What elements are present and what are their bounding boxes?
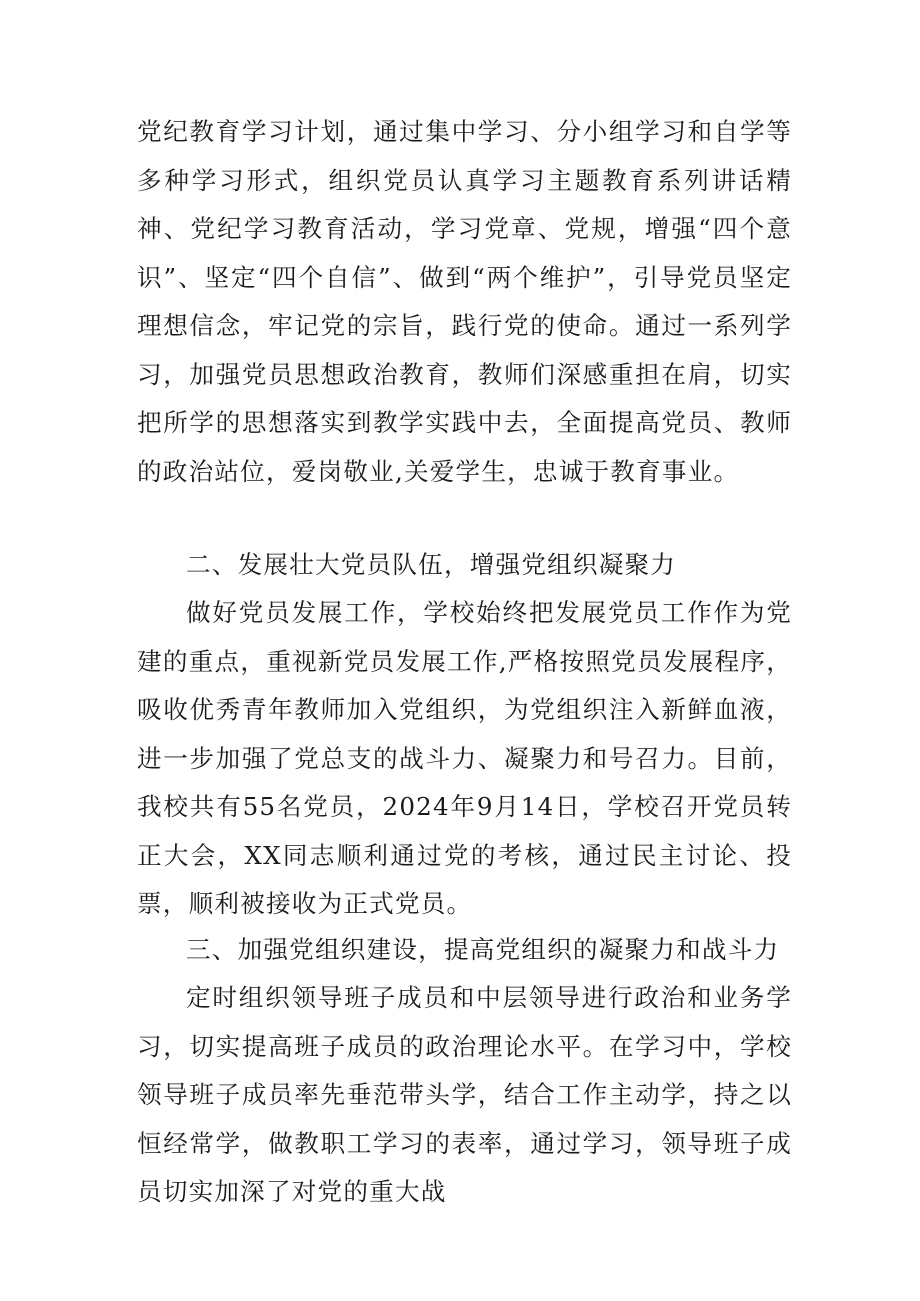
section-2-heading: 二、发展壮大党员队伍，增强党组织凝聚力 [186, 550, 677, 579]
intro-paragraph: 党纪教育学习计划，通过集中学习、分小组学习和自学等多种学习形式，组织党员认真学习主题教育系列讲话精神、党纪学习教育活动，学习党章、党规，增强“四个意识”、坚定“四个自信”、做到“两个维护”，引导党员坚定理想信念，牢记党的宗旨，践行党的使命。通过一系列学习，加强党员思想政治教育，教师们深感重担在肩，切实把所学的思想落实到教学实践中去，全面提高党员、教师的政治站位，爱岗敬业,关爱学生，忠诚于教育事业。 [137, 117, 792, 486]
section-3-paragraph: 定时组织领导班子成员和中层领导进行政治和业务学习，切实提高班子成员的政治理论水平。在学习中，学校领导班子成员率先垂范带头学，结合工作主动学，持之以恒经常学，做教职工学习的表率，通过学习，领导班子成员切实加深了对党的重大战 [137, 983, 792, 1206]
section-2-paragraph: 做好党员发展工作，学校始终把发展党员工作作为党建的重点，重视新党员发展工作,严格按照党员发展程序，吸收优秀青年教师加入党组织，为党组织注入新鲜血液，进一步加强了党总支的战斗力、凝聚力和号召力。目前，我校共有55名党员，2024年9月14日，学校召开党员转正大会，XX同志顺利通过党的考核，通过民主讨论、投票，顺利被接收为正式党员。 [137, 598, 792, 918]
section-3-heading: 三、加强党组织建设，提高党组织的凝聚力和战斗力 [186, 935, 780, 964]
